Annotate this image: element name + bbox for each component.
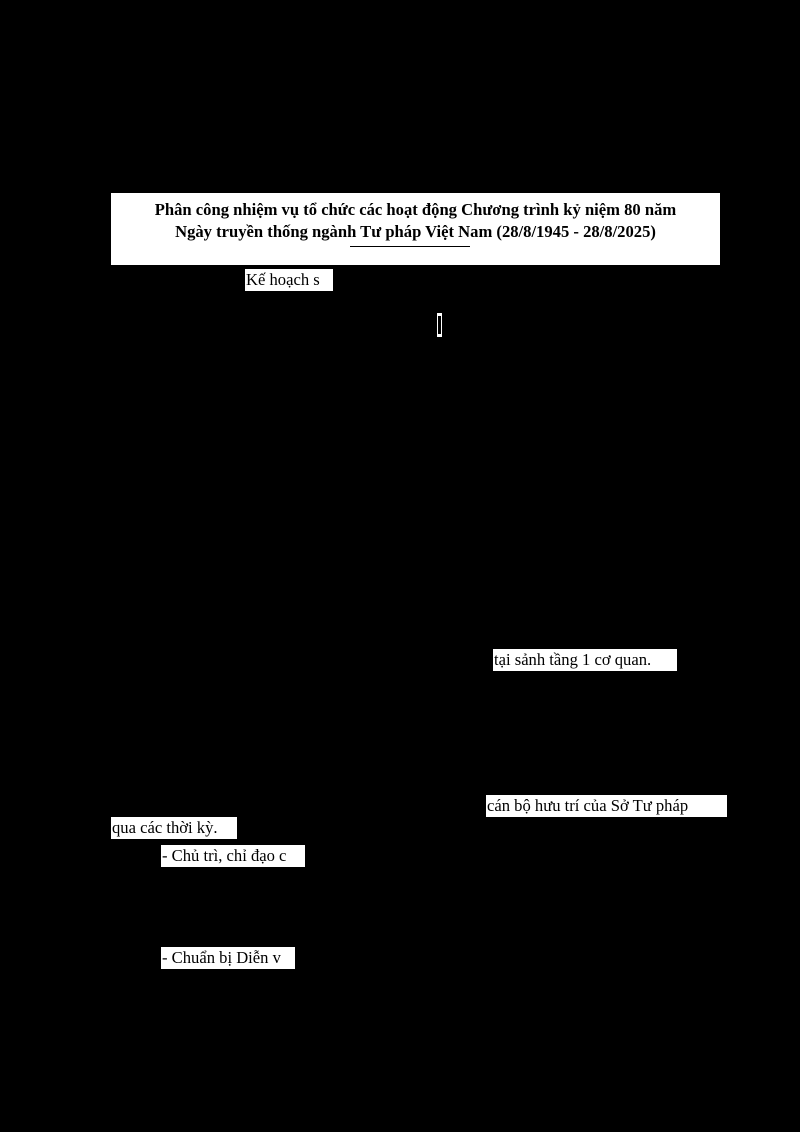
text-fragment-chu-tri: - Chủ trì, chỉ đạo c bbox=[161, 845, 305, 867]
document-title-block bbox=[111, 193, 720, 265]
text-fragment-chuan-bi: - Chuẩn bị Diễn v bbox=[161, 947, 295, 969]
document-title-line-1: Phân công nhiệm vụ tổ chức các hoạt động Chương trình kỷ niệm 80 năm bbox=[154, 200, 677, 219]
document-title-line-2: Ngày truyền thống ngành Tư pháp Việt Nam (28/8/1945 - 28/8/2025) bbox=[175, 222, 656, 241]
text-fragment-qua-cac-thoi-ky: qua các thời kỳ. bbox=[111, 817, 237, 839]
text-fragment-ke-hoach: Kế hoạch s bbox=[245, 269, 333, 291]
text-fragment-can-bo-huu-tri: cán bộ hưu trí của Sở Tư pháp bbox=[486, 795, 727, 817]
title-underline-rule bbox=[350, 246, 470, 247]
visible-glyph-fragment bbox=[437, 313, 442, 337]
text-fragment-tai-sanh: tại sảnh tầng 1 cơ quan. bbox=[493, 649, 677, 671]
